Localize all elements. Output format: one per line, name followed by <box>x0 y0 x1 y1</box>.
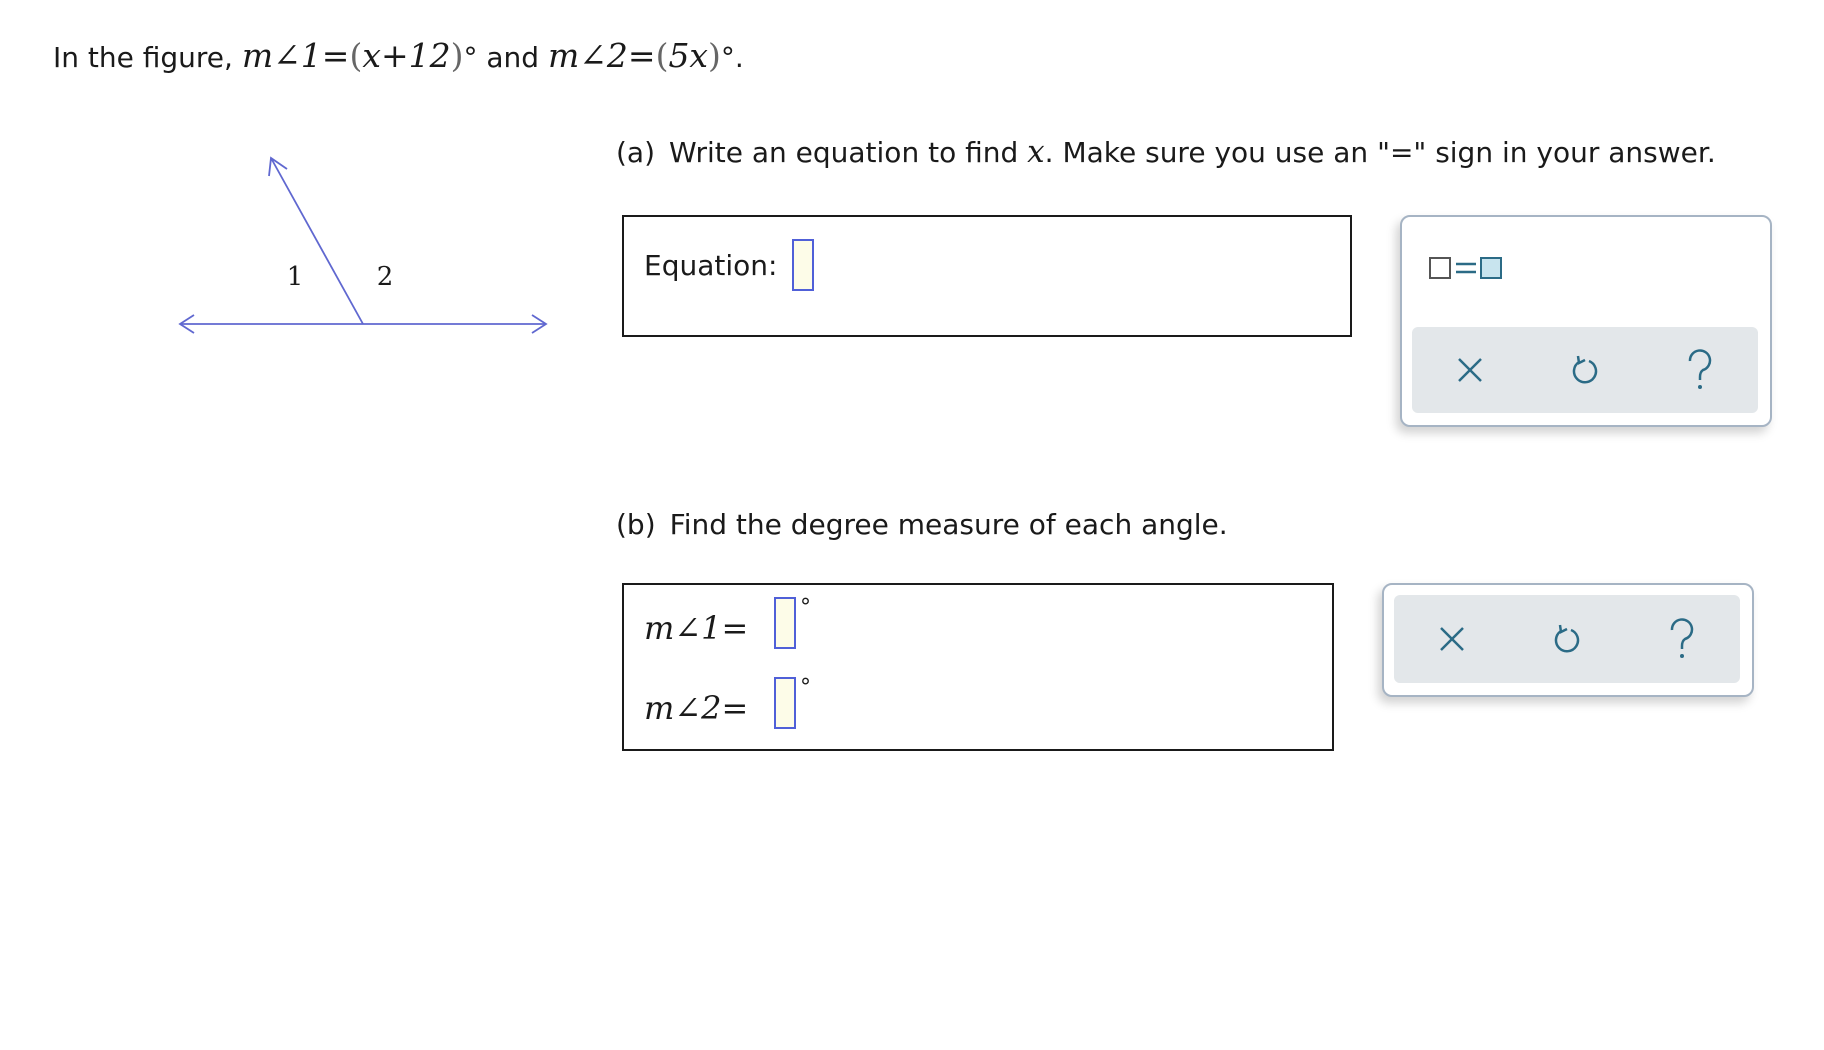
part-b-text: Find the degree measure of each angle. <box>669 508 1228 541</box>
angle2-expr: 5x <box>668 36 709 75</box>
question-icon <box>1685 349 1715 391</box>
equation-label: Equation: <box>644 249 778 282</box>
part-b-prompt <box>616 508 1228 541</box>
part-b-tool-bar <box>1394 595 1740 683</box>
angle2-close: ) <box>708 36 721 75</box>
equation-input[interactable] <box>792 239 814 291</box>
undo-button[interactable] <box>1517 595 1617 683</box>
part-a-label: (a) <box>616 136 656 169</box>
undo-icon <box>1569 354 1601 386</box>
help-button[interactable] <box>1650 327 1750 413</box>
problem-statement: In the figure, m∠1=(x+12)° and m∠2=(5x)°. <box>53 36 744 75</box>
part-a-variable: x <box>1027 134 1045 170</box>
part-a-tool-panel <box>1400 215 1772 427</box>
clear-button[interactable] <box>1420 327 1520 413</box>
intro-connector: and <box>477 41 548 74</box>
part-a-text-before: Write an equation to find <box>669 136 1028 169</box>
part-a-prompt <box>616 134 1716 170</box>
part-b-label: (b) <box>616 508 656 541</box>
question-icon <box>1667 618 1697 660</box>
angle1-lhs: m∠1 <box>241 36 322 75</box>
clear-button[interactable] <box>1402 595 1502 683</box>
part-b-tool-panel <box>1382 583 1754 697</box>
angle1-degree: ° <box>463 41 478 74</box>
x-icon <box>1438 625 1466 653</box>
part-a-tool-bar <box>1412 327 1758 413</box>
angle1-degree-symbol: ° <box>800 595 811 620</box>
angle2-open: ( <box>655 36 669 75</box>
angle1-open: ( <box>349 36 363 75</box>
angle2-answer-label: m∠2= <box>644 689 749 727</box>
angle-figure <box>170 150 560 350</box>
part-a-text-after: . Make sure you use an "=" sign in your answer. <box>1044 136 1716 169</box>
equation-answer-box <box>622 215 1352 337</box>
angle1-answer-label: m∠1= <box>644 609 749 647</box>
help-button[interactable] <box>1632 595 1732 683</box>
angle-label-2: 2 <box>376 262 394 292</box>
angle1-input[interactable] <box>774 597 796 649</box>
undo-button[interactable] <box>1535 327 1635 413</box>
angle2-degree: °. <box>720 41 744 74</box>
angle1-close: ) <box>450 36 464 75</box>
angle2-lhs: m∠2 <box>547 36 628 75</box>
angle1-expr: x+12 <box>362 36 451 75</box>
angle-label-1: 1 <box>286 262 304 292</box>
angle2-degree-symbol: ° <box>800 675 811 700</box>
angle-answer-box <box>622 583 1334 751</box>
undo-icon <box>1551 623 1583 655</box>
slanted-ray <box>271 158 363 324</box>
angle2-input[interactable] <box>774 677 796 729</box>
box-equals-box-icon[interactable] <box>1428 253 1506 283</box>
x-icon <box>1456 356 1484 384</box>
intro-prefix: In the figure, <box>53 41 242 74</box>
